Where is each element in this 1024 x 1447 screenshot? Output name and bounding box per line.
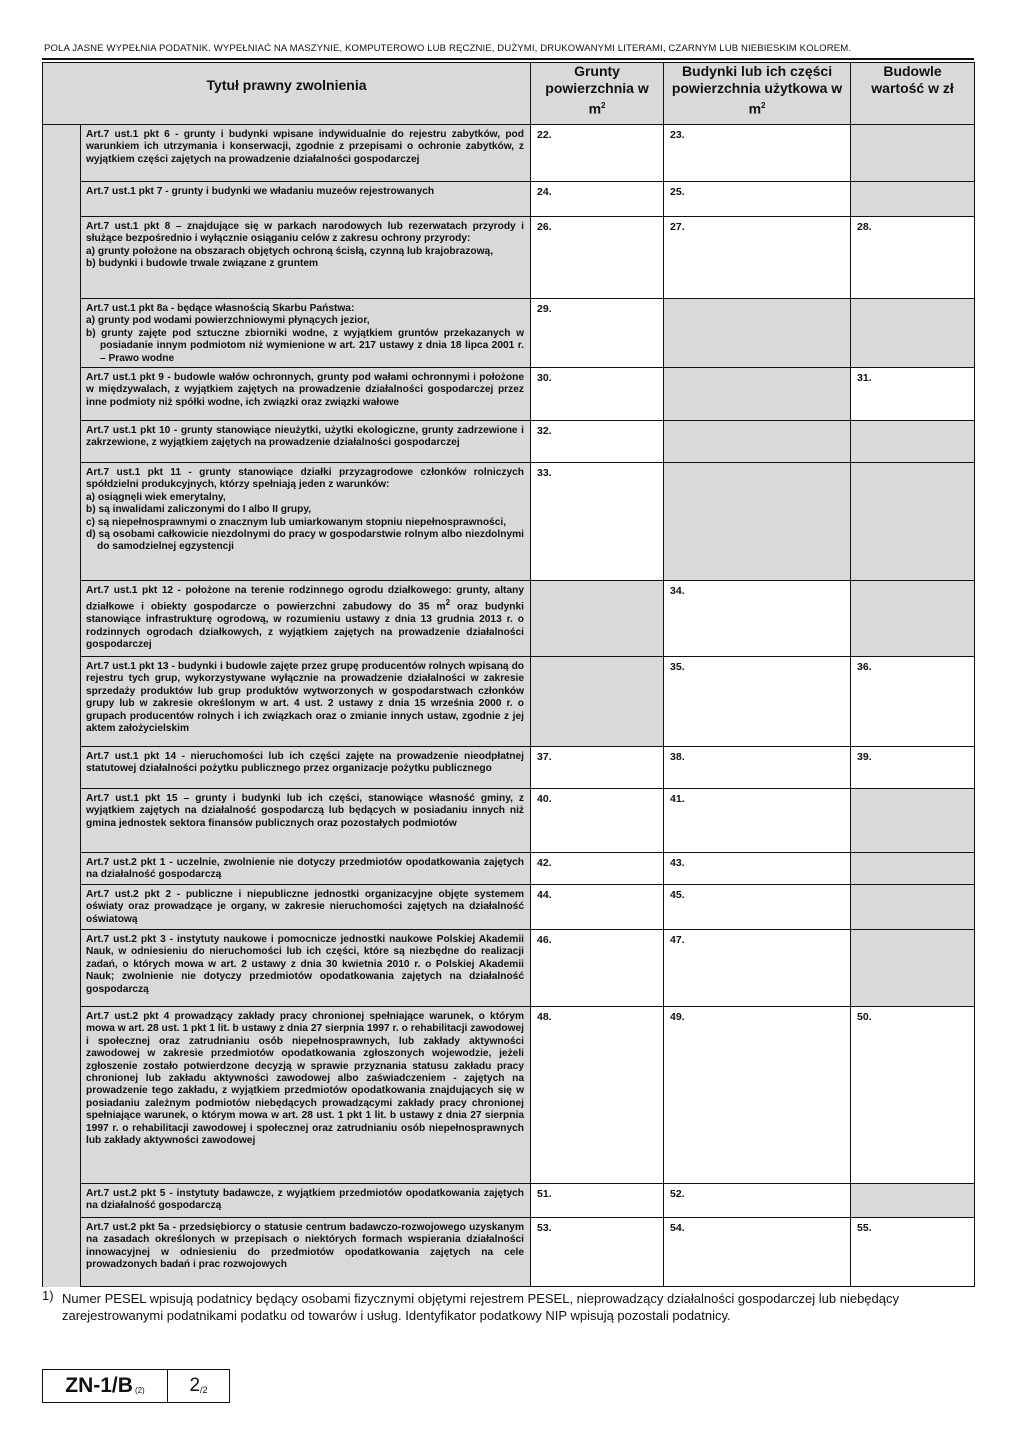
- table-row: [43, 182, 975, 217]
- exemption-table: [42, 62, 975, 1287]
- footnote-mark: 1): [42, 1288, 54, 1303]
- field-54[interactable]: 54.: [664, 1218, 851, 1287]
- row-label: Art.7 ust.2 pkt 5 - instytuty badawcze, z wyjątkiem przedmiotów opodatkowania zajętych na działalność gospodarczą: [81, 1184, 531, 1218]
- blocked-cell: [851, 1184, 975, 1218]
- field-43[interactable]: 43.: [664, 853, 851, 885]
- row-label: Art.7 ust.1 pkt 10 - grunty stanowiące nieużytki, użytki ekologiczne, grunty zadrzewione i zakrzewione, z wyjątkiem zajętych na prowadzenie działalności gospodarczej: [81, 421, 531, 463]
- blocked-cell: [851, 299, 975, 368]
- left-gutter: [43, 125, 81, 1287]
- footnote: [42, 1288, 942, 1324]
- field-42[interactable]: 42.: [531, 853, 664, 885]
- table-row: [43, 217, 975, 299]
- blocked-cell: [851, 930, 975, 1007]
- field-41[interactable]: 41.: [664, 789, 851, 853]
- row-label: Art.7 ust.2 pkt 4 prowadzący zakłady pracy chronionej spełniające warunek, o którym mowa w art. 28 ust. 1 pkt 1 lit. b ustawy z dnia 27 sierpnia 1997 r. o rehabilitacji zawodowej i społecznej oraz zatrudnianiu osób niepełnosprawnych, lub zakłady aktywności zawodowej w zakresie przedmiotów opodatkowania zgłoszonych wojewodzie, jeżeli zgłoszenie zostało potwierdzone decyzją w sprawie przyznania statusu zakładu pracy chronionej lub zakładu aktywności zawodowej albo zaświadczeniem - zajętych na prowadzenie tego zakładu, z wyjątkiem przedmiotów opodatkowania znajdujących się w posiadaniu zależnym podmiotów niebędących prowadzącymi zakłady pracy chronionej spełniające warunek, o którym mowa w art. 28 ust. 1 pkt 1 lit. b ustawy z dnia 27 sierpnia 1997 r. o rehabilitacji zawodowej i społecznej oraz zatrudnianiu osób niepełnosprawnych lub zakłady aktywności zawodowej: [81, 1007, 531, 1184]
- field-35[interactable]: 35.: [664, 657, 851, 747]
- row-label: Art.7 ust.2 pkt 1 - uczelnie, zwolnienie nie dotyczy przedmiotów opodatkowania zajętych na działalność gospodarczą: [81, 853, 531, 885]
- blocked-cell: [851, 125, 975, 182]
- table-row: [43, 747, 975, 789]
- row-label: Art.7 ust.1 pkt 9 - budowle wałów ochronnych, grunty pod wałami ochronnymi i położone w międzywalach, z wyjątkiem zajętych na prowadzenie działalności gospodarczej przez inne podmioty niż spółki wodne, ich związki oraz związki wałowe: [81, 368, 531, 421]
- field-50[interactable]: 50.: [851, 1007, 975, 1184]
- row-label: Art.7 ust.1 pkt 8a - będące własnością Skarbu Państwa: a) grunty pod wodami powierzchniowymi płynących jezior, b) grunty zajęte pod sztuczne zbiorniki wodne, z wyjątkiem gruntów przekazanych w posiadanie innym podmiotom niż wymienione w art. 217 ustawy z dnia 18 lipca 2001 r. – Prawo wodne: [81, 299, 531, 368]
- field-53[interactable]: 53.: [531, 1218, 664, 1287]
- blocked-cell: [664, 368, 851, 421]
- table-row: [43, 368, 975, 421]
- table-row: [43, 1184, 975, 1218]
- table-row: [43, 789, 975, 853]
- field-39[interactable]: 39.: [851, 747, 975, 789]
- blocked-cell: [851, 853, 975, 885]
- table-row: [43, 1007, 975, 1184]
- field-25[interactable]: 25.: [664, 182, 851, 217]
- row-label: Art.7 ust.1 pkt 15 – grunty i budynki lub ich części, stanowiące własność gminy, z wyjątkiem zajętych na działalność gospodarczą lub będących w posiadaniu innych niż gmina jednostek sektora finansów publicznych oraz pozostałych podmiotów: [81, 789, 531, 853]
- field-28[interactable]: 28.: [851, 217, 975, 299]
- table-row: [43, 657, 975, 747]
- table-row: [43, 463, 975, 581]
- blocked-cell: [531, 657, 664, 747]
- field-24[interactable]: 24.: [531, 182, 664, 217]
- field-38[interactable]: 38.: [664, 747, 851, 789]
- table-row: [43, 299, 975, 368]
- field-45[interactable]: 45.: [664, 885, 851, 930]
- field-48[interactable]: 48.: [531, 1007, 664, 1184]
- field-23[interactable]: 23.: [664, 125, 851, 182]
- blocked-cell: [851, 463, 975, 581]
- header-grunty: Grunty powierzchnia w $m^2$: [531, 63, 664, 125]
- fill-instruction: POLA JASNE WYPEŁNIA PODATNIK. WYPEŁNIAĆ NA MASZYNIE, KOMPUTEROWO LUB RĘCZNIE, DUŻYMI, DRUKOWANYMI LITERAMI, CZARNYM LUB NIEBIESKIM KOLOREM.: [44, 43, 852, 54]
- header-budynki: Budynki lub ich części powierzchnia użytkowa w $m^2$: [664, 63, 851, 125]
- field-22[interactable]: 22.: [531, 125, 664, 182]
- table-row: [43, 930, 975, 1007]
- row-label: Art.7 ust.2 pkt 3 - instytuty naukowe i pomocnicze jednostki naukowe Polskiej Akademii Nauk, w odniesieniu do nieruchomości lub ich części, które są niezbędne do realizacji zadań, o których mowa w art. 2 ustawy z dnia 30 kwietnia 2010 r. o Polskiej Akademii Nauk; zwolnienie nie dotyczy przedmiotów opodatkowania zajętych na działalność gospodarczą: [81, 930, 531, 1007]
- blocked-cell: [664, 463, 851, 581]
- field-51[interactable]: 51.: [531, 1184, 664, 1218]
- field-34[interactable]: 34.: [664, 581, 851, 657]
- blocked-cell: [851, 421, 975, 463]
- field-31[interactable]: 31.: [851, 368, 975, 421]
- blocked-cell: [851, 789, 975, 853]
- blocked-cell: [851, 182, 975, 217]
- row-label: Art.7 ust.1 pkt 11 - grunty stanowiące działki przyzagrodowe członków rolniczych spółdzielni produkcyjnych, którzy spełniają jeden z warunków: a) osiągnęli wiek emerytalny, b) są inwalidami zaliczonymi do I albo II grupy, c) są niepełnosprawnymi o znacznym lub umiarkowanym stopniu niepełnosprawności, d) są osobami całkowicie niezdolnymi do pracy w gospodarstwie rolnym albo niezdolnymi do samodzielnej egzystencji: [81, 463, 531, 581]
- field-29[interactable]: 29.: [531, 299, 664, 368]
- row-label: Art.7 ust.1 pkt 8 – znajdujące się w parkach narodowych lub rezerwatach przyrody i służące bezpośrednio i wyłącznie osiąganiu celów z zakresu ochrony przyrody: a) grunty położone na obszarach objętych ochroną ścisłą, czynną lub krajobrazową, b) budynki i budowle trwale związane z gruntem: [81, 217, 531, 299]
- blocked-cell: [664, 421, 851, 463]
- field-52[interactable]: 52.: [664, 1184, 851, 1218]
- field-49[interactable]: 49.: [664, 1007, 851, 1184]
- row-label: Art.7 ust.2 pkt 2 - publiczne i niepubliczne jednostki organizacyjne objęte systemem oświaty oraz prowadzące je organy, w zakresie nieruchomości zajętych na działalność oświatową: [81, 885, 531, 930]
- top-rule: [42, 58, 974, 60]
- table-row: [43, 421, 975, 463]
- table-row: [43, 853, 975, 885]
- field-44[interactable]: 44.: [531, 885, 664, 930]
- table-row: [43, 581, 975, 657]
- form-identifier: [42, 1369, 230, 1403]
- header-budowle: Budowle wartość w zł: [851, 63, 975, 125]
- field-27[interactable]: 27.: [664, 217, 851, 299]
- field-46[interactable]: 46.: [531, 930, 664, 1007]
- blocked-cell: [664, 299, 851, 368]
- blocked-cell: [851, 581, 975, 657]
- table-row: [43, 1218, 975, 1287]
- row-label: Art.7 ust.1 pkt 7 - grunty i budynki we władaniu muzeów rejestrowanych: [81, 182, 531, 217]
- field-40[interactable]: 40.: [531, 789, 664, 853]
- table-row: [43, 125, 975, 182]
- field-33[interactable]: 33.: [531, 463, 664, 581]
- row-label: Art.7 ust.1 pkt 6 - grunty i budynki wpisane indywidualnie do rejestru zabytków, pod warunkiem ich utrzymania i konserwacji, zgodnie z przepisami o ochronie zabytków, z wyjątkiem części zajętych na prowadzenie działalności gospodarczej: [81, 125, 531, 182]
- page-number: 2 /2: [189, 1375, 208, 1396]
- form-code: ZN-1/B (2): [43, 1370, 168, 1402]
- table-row: [43, 885, 975, 930]
- footnote-text: Numer PESEL wpisują podatnicy będący osobami fizycznymi objętymi rejestrem PESEL, nieprowadzący działalności gospodarczej lub niebędący zarejestrowanymi podatnikami podatku od towarów i usług. Identyfikator podatkowy NIP wpisują pozostali podatnicy.: [62, 1291, 899, 1323]
- field-32[interactable]: 32.: [531, 421, 664, 463]
- row-label: Art.7 ust.1 pkt 12 - położone na terenie rodzinnego ogrodu działkowego: grunty, altany działkowe i obiekty gospodarcze o powierzchni zabudowy do 35 $m^2$ oraz budynki stanowiące infrastrukturę ogrodową, w rozumieniu ustawy z dnia 13 grudnia 2013 r. o rodzinnych ogrodach działkowych, z wyjątkiem zajętych na prowadzenie działalności gospodarczej: [81, 581, 531, 657]
- header-row: [43, 63, 975, 125]
- row-label: Art.7 ust.2 pkt 5a - przedsiębiorcy o statusie centrum badawczo-rozwojowego uzyskanym na zasadach określonych w przepisach o niektórych formach wspierania działalności innowacyjnej w odniesieniu do przedmiotów opodatkowania zajętych na cele prowadzonych badań i prac rozwojowych: [81, 1218, 531, 1287]
- field-37[interactable]: 37.: [531, 747, 664, 789]
- field-47[interactable]: 47.: [664, 930, 851, 1007]
- field-26[interactable]: 26.: [531, 217, 664, 299]
- field-55[interactable]: 55.: [851, 1218, 975, 1287]
- row-label: Art.7 ust.1 pkt 13 - budynki i budowle zajęte przez grupę producentów rolnych wpisaną do rejestru tych grup, wykorzystywane wyłącznie na prowadzenie działalności w zakresie sprzedaży produktów lub grup produktów wytworzonych w gospodarstwach członków grupy lub w zakresie określonym w art. 4 ust. 2 ustawy z dnia 15 września 2000 r. o grupach producentów rolnych i ich związkach oraz o zmianie innych ustaw, zgodnie z jej aktem założycielskim: [81, 657, 531, 747]
- header-title: Tytuł prawny zwolnienia: [43, 63, 531, 125]
- field-30[interactable]: 30.: [531, 368, 664, 421]
- blocked-cell: [531, 581, 664, 657]
- field-36[interactable]: 36.: [851, 657, 975, 747]
- row-label: Art.7 ust.1 pkt 14 - nieruchomości lub ich części zajęte na prowadzenie nieodpłatnej statutowej działalności pożytku publicznego przez organizacje pożytku publicznego: [81, 747, 531, 789]
- blocked-cell: [851, 885, 975, 930]
